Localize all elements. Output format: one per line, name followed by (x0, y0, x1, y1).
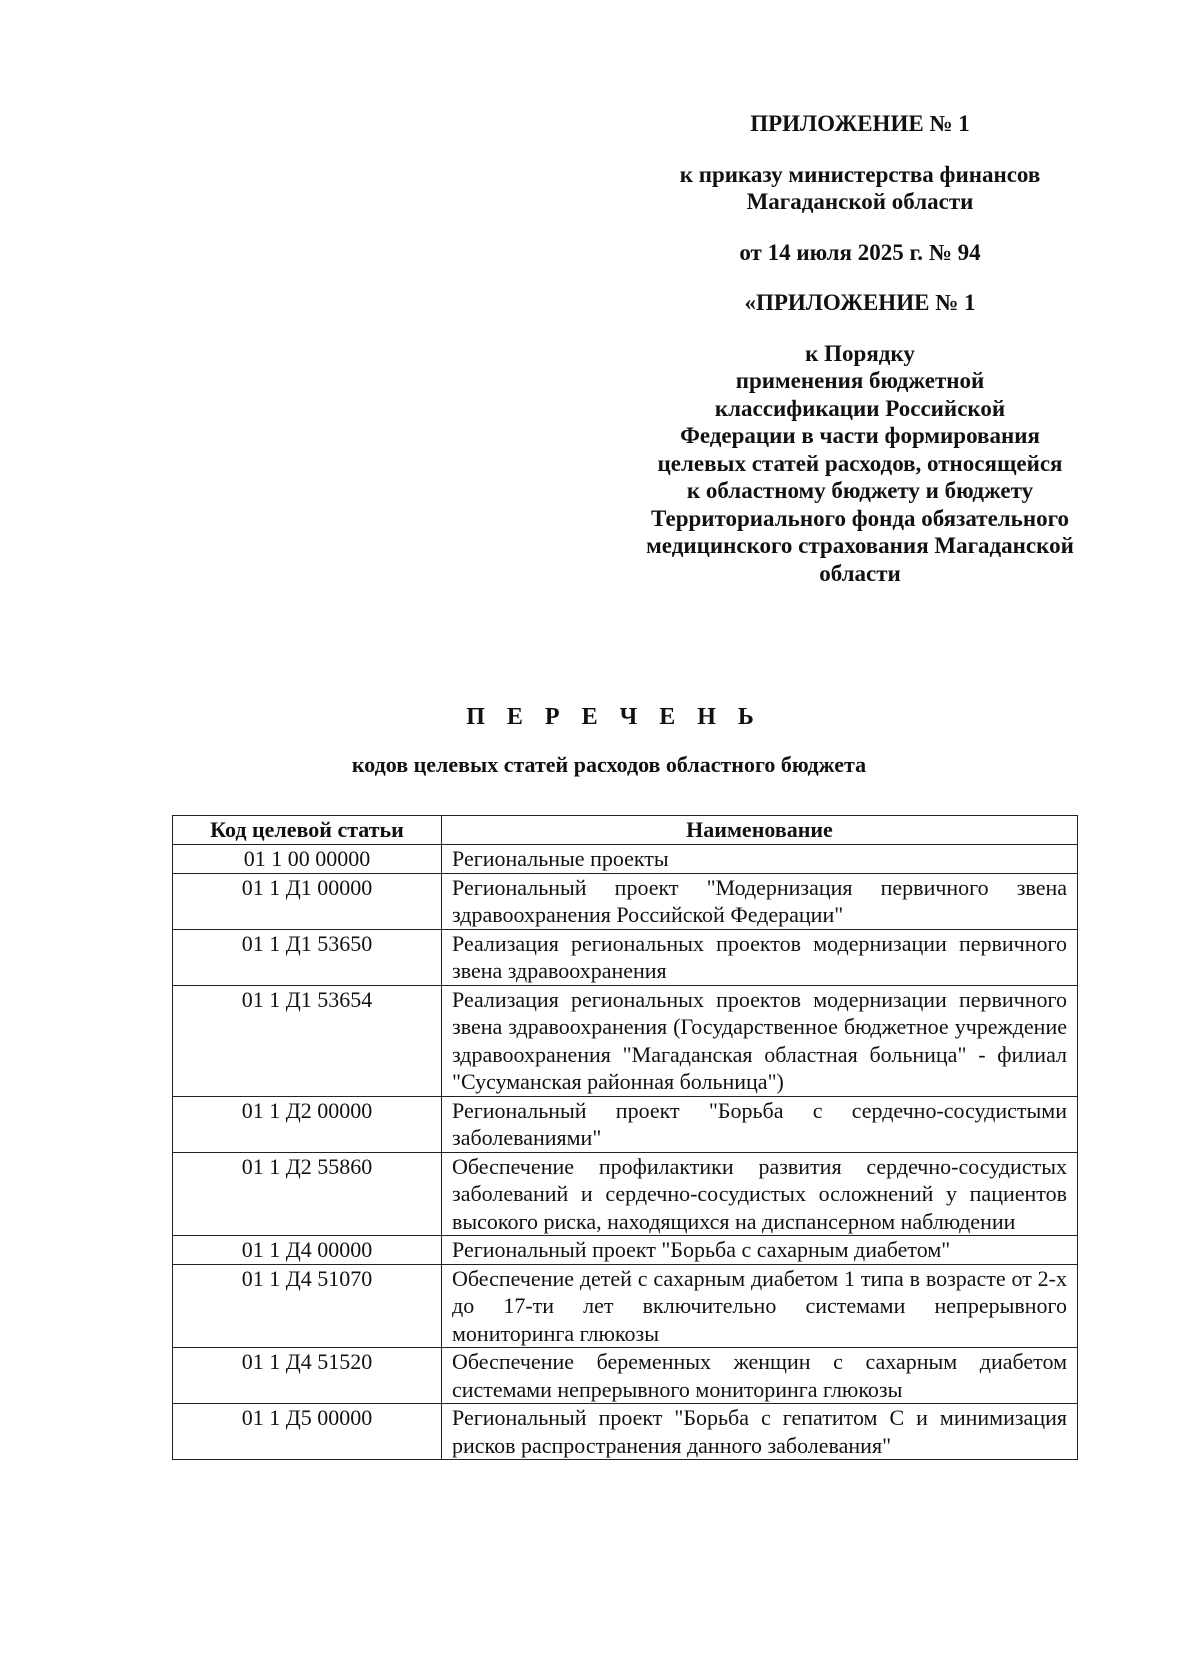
table-row (173, 1152, 1078, 1236)
procedure-line: к Порядку (805, 340, 915, 366)
procedure-line: Федерации в части формирования (680, 423, 1040, 448)
row-name: Региональный проект "Борьба с сахарным диабетом" (442, 1236, 1078, 1265)
table-row (173, 929, 1078, 985)
table-row (173, 1348, 1078, 1404)
procedure-line: области (819, 560, 901, 586)
row-name: Региональный проект "Борьба с сердечно-сосудистыми заболеваниями" (442, 1096, 1078, 1152)
document-subtitle: кодов целевых статей расходов областного бюджета (351, 752, 867, 777)
row-name: Региональные проекты (442, 845, 1078, 874)
procedure-line: классификации Российской (714, 395, 1006, 421)
row-name: Региональный проект "Борьба с гепатитом С и минимизация рисков распространения данного заболевания" (442, 1404, 1078, 1460)
target-codes-table (172, 815, 1078, 1460)
order-ref-line: Магаданской области (746, 189, 974, 214)
row-name: Региональный проект "Модернизация первичного звена здравоохранения Российской Федерации" (442, 873, 1078, 929)
column-header-name: Наименование (442, 816, 1078, 845)
table-row (173, 873, 1078, 929)
table-row (173, 985, 1078, 1096)
document-title: П Е Р Е Ч Е Н Ь (466, 704, 762, 730)
row-code: 01 1 00 00000 (173, 845, 442, 874)
row-code: 01 1 Д1 53650 (173, 929, 442, 985)
table-row (173, 1096, 1078, 1152)
row-name: Реализация региональных проектов модернизации первичного звена здравоохранения (Государственное бюджетное учреждение здравоохранения "Магаданская областная больница" - филиал "Сусуманская районная больница") (442, 985, 1078, 1096)
table-row (173, 1404, 1078, 1460)
table-row (173, 1264, 1078, 1348)
order-ref-line: к приказу министерства финансов (679, 161, 1041, 187)
row-code: 01 1 Д2 00000 (173, 1096, 442, 1152)
procedure-line: целевых статей расходов, относящейся (657, 450, 1063, 476)
order-date: от 14 июля 2025 г. № 94 (739, 239, 981, 265)
table-header-row (173, 816, 1078, 845)
row-code: 01 1 Д4 00000 (173, 1236, 442, 1265)
row-code: 01 1 Д2 55860 (173, 1152, 442, 1236)
row-name: Обеспечение беременных женщин с сахарным диабетом системами непрерывного мониторинга глюкозы (442, 1348, 1078, 1404)
row-code: 01 1 Д1 53654 (173, 985, 442, 1096)
procedure-line: Территориального фонда обязательного (651, 505, 1069, 531)
row-name: Обеспечение профилактики развития сердечно-сосудистых заболеваний и сердечно-сосудистых осложнений у пациентов высокого риска, находящихся на диспансерном наблюдении (442, 1152, 1078, 1236)
row-code: 01 1 Д5 00000 (173, 1404, 442, 1460)
row-name: Реализация региональных проектов модернизации первичного звена здравоохранения (442, 929, 1078, 985)
row-code: 01 1 Д4 51070 (173, 1264, 442, 1348)
row-code: 01 1 Д1 00000 (173, 873, 442, 929)
table-row (173, 1236, 1078, 1265)
column-header-code: Код целевой статьи (173, 816, 442, 845)
row-code: 01 1 Д4 51520 (173, 1348, 442, 1404)
appendix-header (620, 110, 1100, 587)
appendix-title: ПРИЛОЖЕНИЕ № 1 (750, 111, 970, 136)
procedure-line: применения бюджетной (735, 368, 985, 393)
table-row (173, 845, 1078, 874)
procedure-line: медицинского страхования Магаданской (646, 533, 1074, 558)
row-name: Обеспечение детей с сахарным диабетом 1 типа в возрасте от 2-х до 17-ти лет включительно системами непрерывного мониторинга глюкозы (442, 1264, 1078, 1348)
quoted-appendix-title: «ПРИЛОЖЕНИЕ № 1 (744, 290, 976, 315)
procedure-line: к областному бюджету и бюджету (686, 478, 1034, 503)
